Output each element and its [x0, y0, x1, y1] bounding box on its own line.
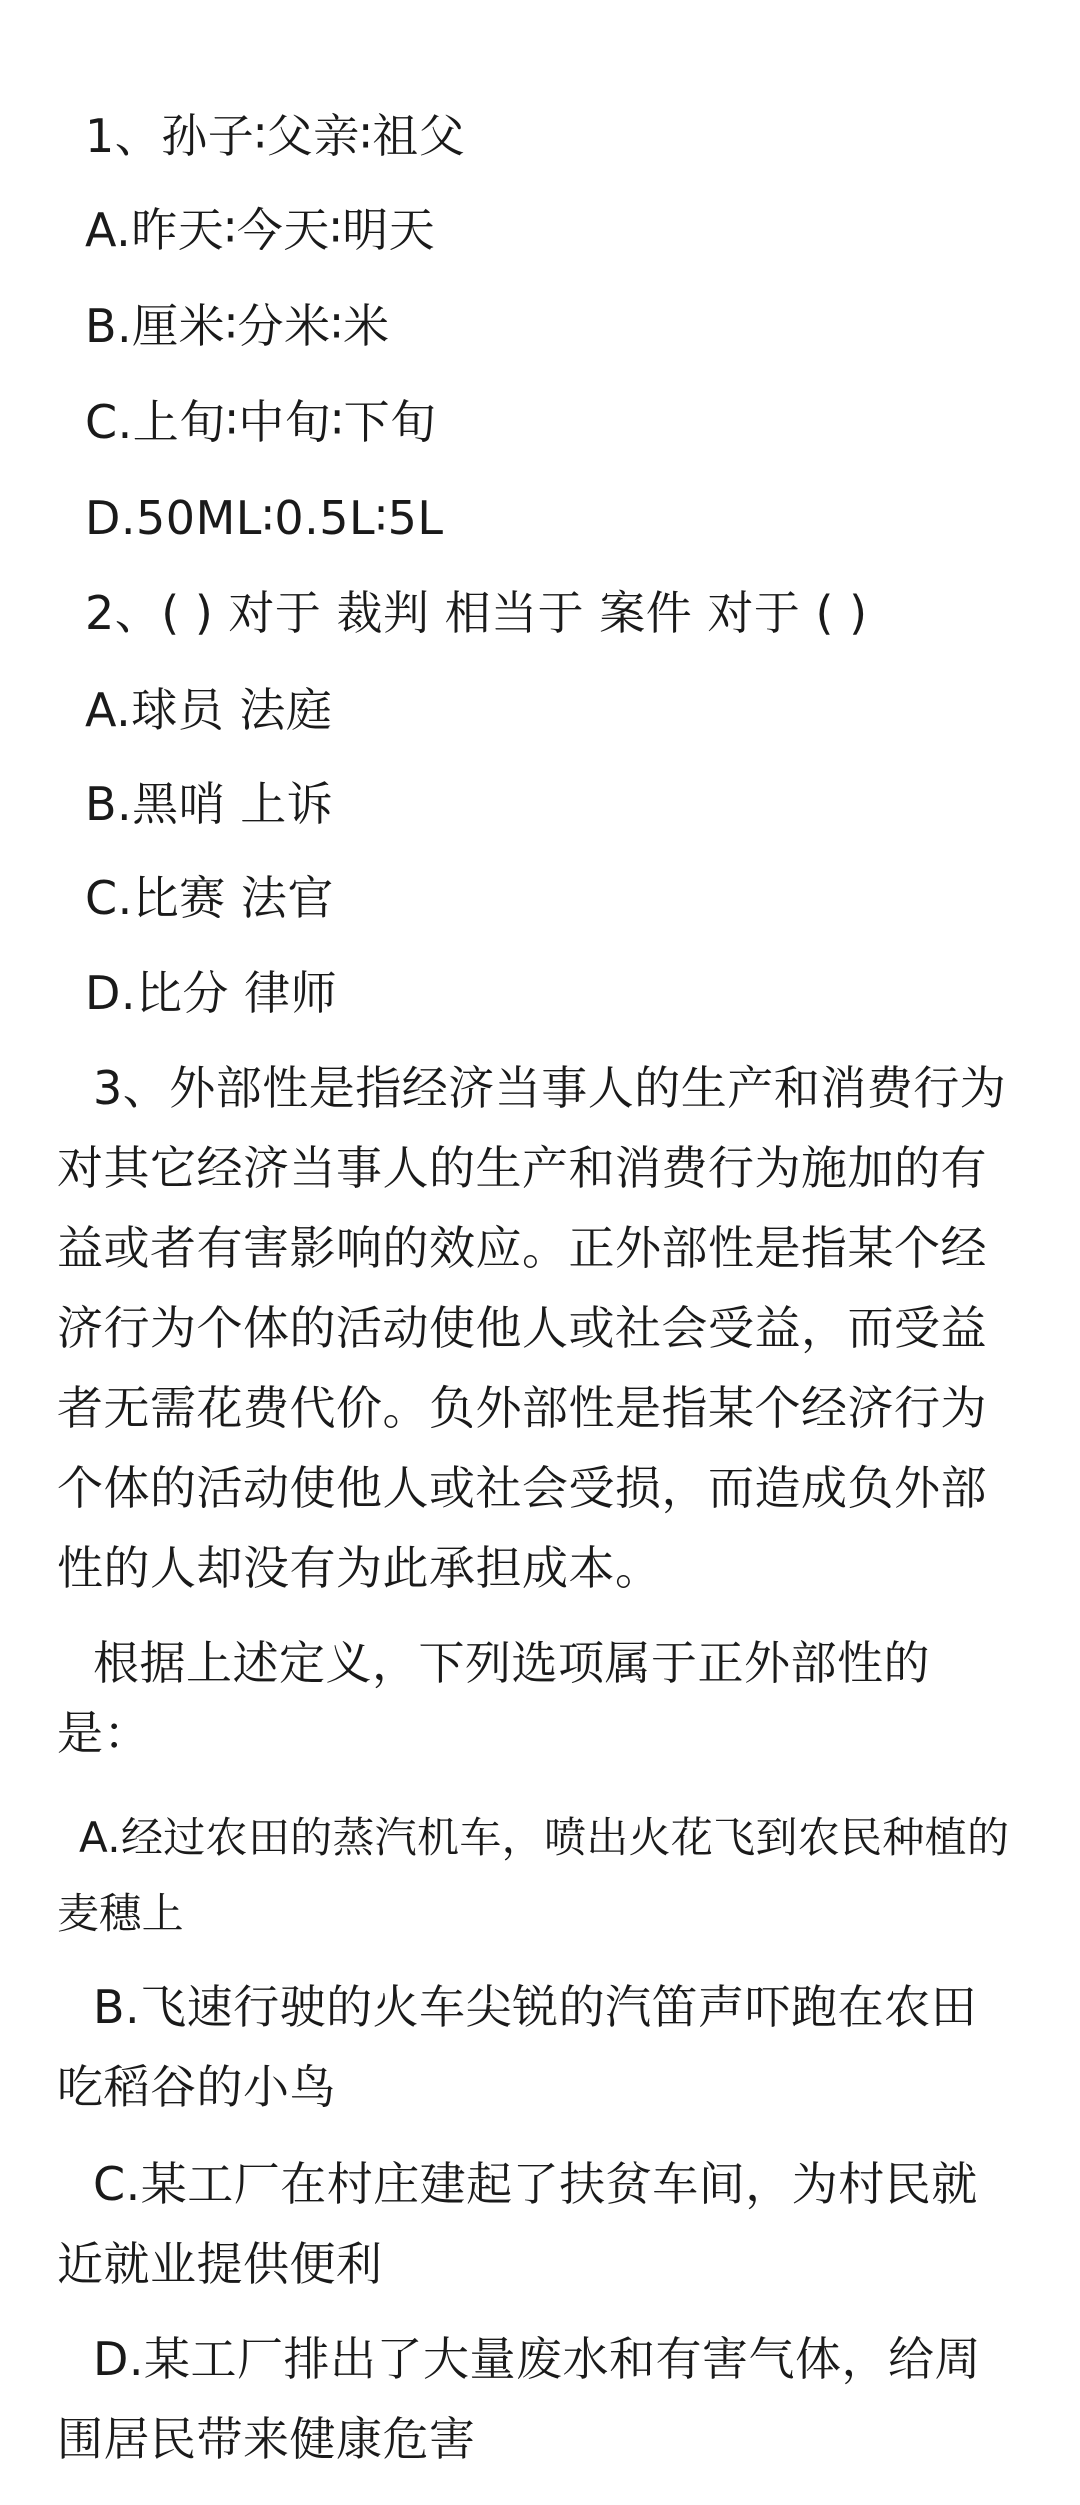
- q3-question: 根据上述定义，下列选项属于正外部性的是：: [57, 1636, 930, 1760]
- q3-option-d: D.某工厂排出了大量废水和有害气体，给周围居民带来健康危害: [57, 2332, 982, 2466]
- q2-option-d: D.比分 律师: [85, 966, 338, 1020]
- q2-option-b: B.黑哨 上诉: [85, 777, 334, 831]
- q1-option-d: D.50ML∶0.5L∶5L: [85, 491, 444, 545]
- q1-stem: 1、孙子∶父亲∶祖父: [85, 109, 466, 163]
- q3-option-a: A.经过农田的蒸汽机车，喷出火花飞到农民种植的麦穗上: [57, 1813, 1010, 1938]
- q2-option-a: A.球员 法庭: [85, 683, 333, 737]
- q3-definition: 3、外部性是指经济当事人的生产和消费行为对其它经济当事人的生产和消费行为施加的有益或者有害影响的效应。正外部性是指某个经济行为个体的活动使他人或社会受益，而受益者无需花费代价。负外部性是指某个经济行为个体的活动使他人或社会受损，而造成负外部性的人却没有为此承担成本。: [57, 1061, 1007, 1595]
- q3-option-b: B.飞速行驶的火车尖锐的汽笛声吓跑在农田吃稻谷的小鸟: [57, 1980, 978, 2114]
- q2-option-c: C.比赛 法官: [85, 871, 334, 925]
- q1-option-b: B.厘米∶分米∶米: [85, 299, 390, 353]
- q2-stem: 2、( ) 对于 裁判 相当于 案件 对于 ( ): [85, 586, 868, 640]
- q3-option-c: C.某工厂在村庄建起了扶贫车间，为村民就近就业提供便利: [57, 2157, 978, 2291]
- question-1: [57, 106, 1023, 166]
- q1-option-a: A.昨天∶今天∶明天: [85, 203, 436, 257]
- q1-option-c: C.上旬∶中旬∶下旬: [85, 395, 437, 449]
